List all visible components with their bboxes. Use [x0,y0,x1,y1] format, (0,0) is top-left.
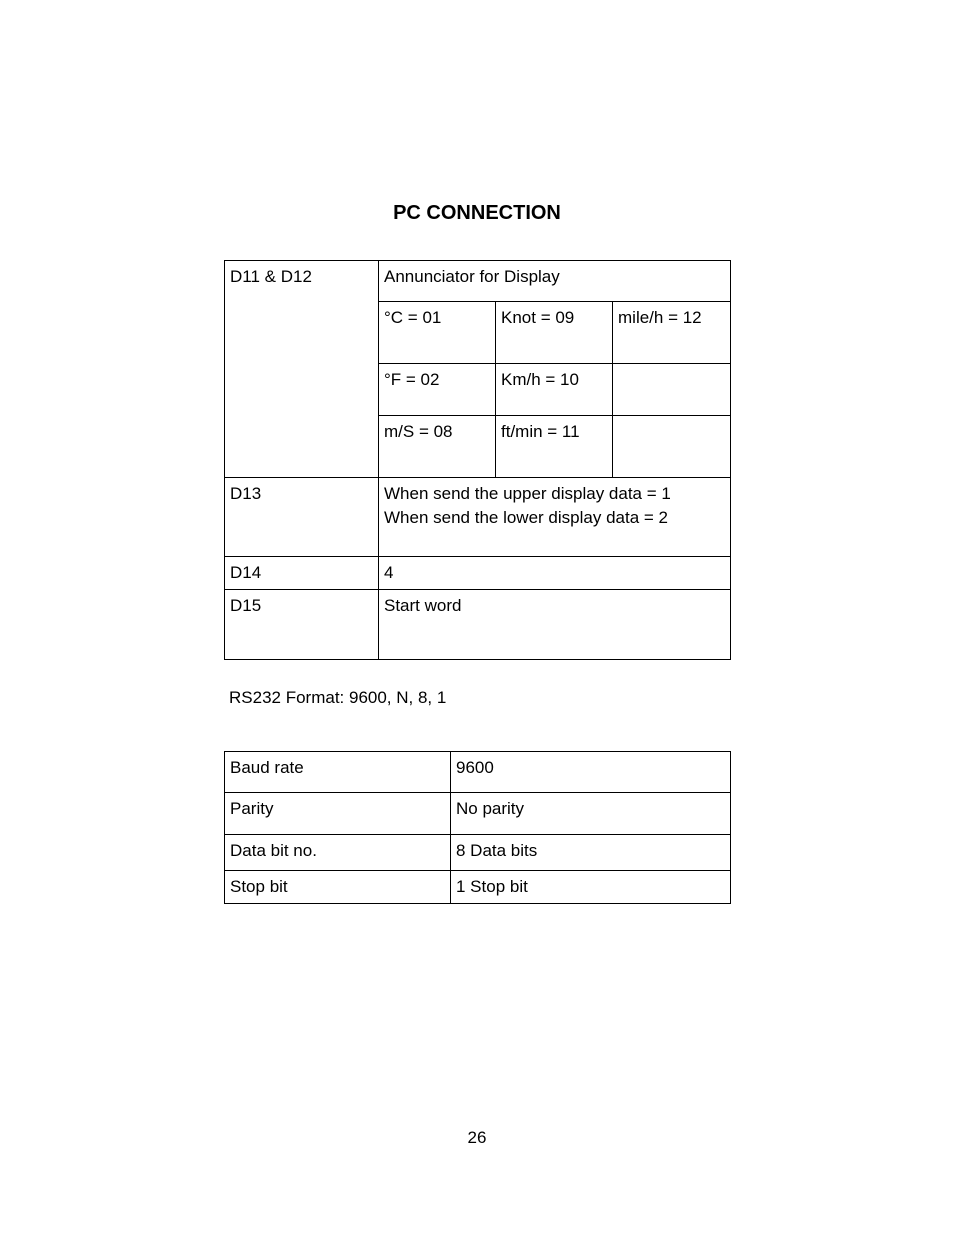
baud-rate-label: Baud rate [225,752,451,793]
annunciator-cell: °C = 01 [379,302,496,364]
baud-rate-value: 9600 [451,752,731,793]
annunciator-cell [613,416,731,478]
d13-line-upper: When send the upper display data = 1 [384,484,671,503]
d11-d12-label: D11 & D12 [225,261,379,478]
stop-bit-value: 1 Stop bit [451,871,731,904]
annunciator-cell: mile/h = 12 [613,302,731,364]
annunciator-cell [613,364,731,416]
annunciator-cell: °F = 02 [379,364,496,416]
annunciator-header: Annunciator for Display [379,261,731,302]
d14-value: 4 [379,557,731,590]
d13-line-lower: When send the lower display data = 2 [384,508,668,527]
annunciator-cell: ft/min = 11 [496,416,613,478]
annunciator-cell: Km/h = 10 [496,364,613,416]
d13-label: D13 [225,478,379,557]
d15-label: D15 [225,590,379,660]
d13-value [379,478,731,557]
d15-value: Start word [379,590,731,660]
pc-connection-table [224,260,731,660]
data-bit-label: Data bit no. [225,835,451,871]
d14-label: D14 [225,557,379,590]
annunciator-cell: m/S = 08 [379,416,496,478]
parity-label: Parity [225,793,451,835]
data-bit-value: 8 Data bits [451,835,731,871]
parity-value: No parity [451,793,731,835]
page-title: PC CONNECTION [393,202,561,224]
rs232-format: RS232 Format: 9600, N, 8, 1 [229,688,447,707]
page-number: 26 [467,1128,487,1147]
annunciator-cell: Knot = 09 [496,302,613,364]
stop-bit-label: Stop bit [225,871,451,904]
rs232-table [224,751,731,904]
